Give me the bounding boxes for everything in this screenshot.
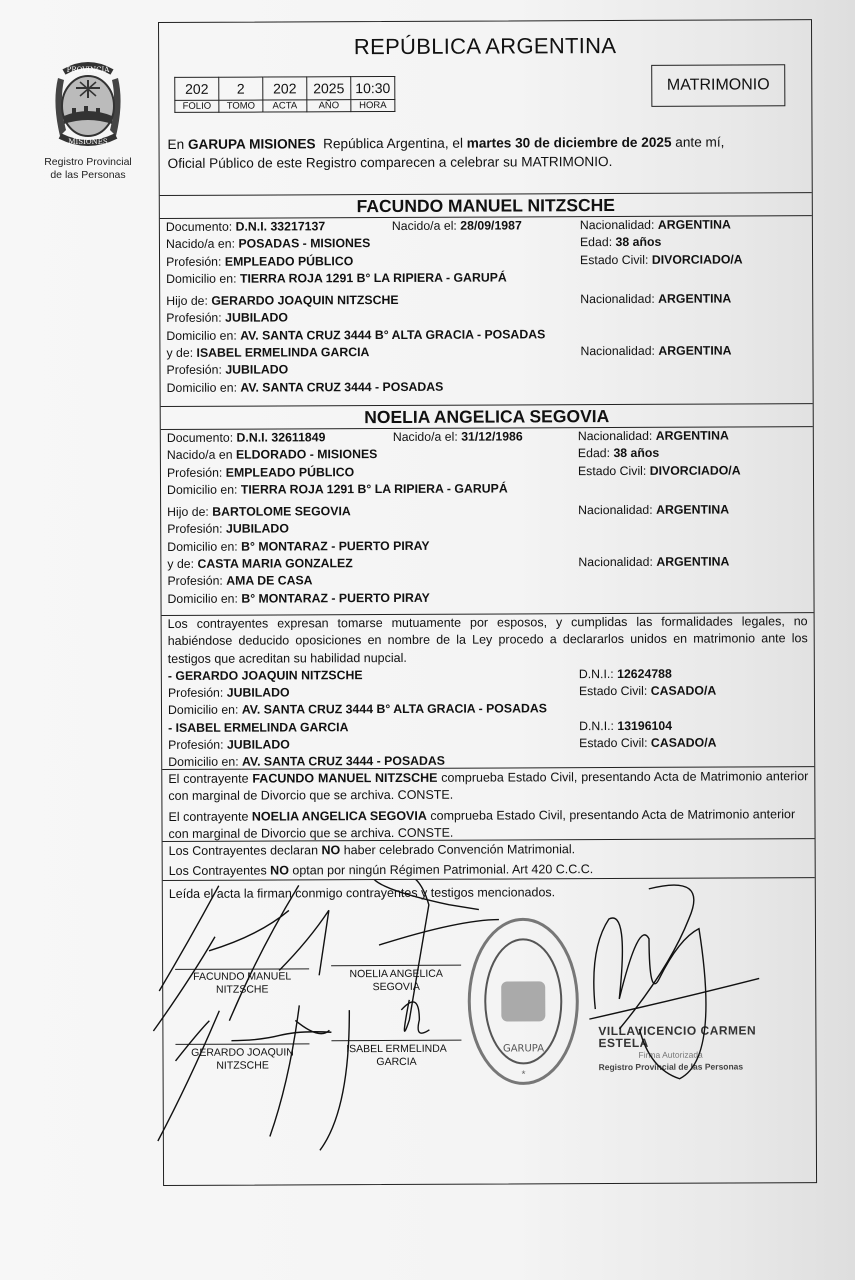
- spouse2-dni: D.N.I. 32611849: [236, 430, 326, 445]
- label: Estado Civil:: [579, 735, 651, 751]
- label: Nacionalidad:: [578, 503, 657, 518]
- marriage-certificate: [158, 19, 817, 1186]
- spouse2-birthdate: 31/12/1986: [461, 429, 523, 444]
- label: Edad:: [579, 235, 616, 250]
- spouse1-father-name: GERARDO JOAQUIN NITZSCHE: [211, 293, 399, 308]
- witness2-name: - ISABEL ERMELINDA GARCIA: [168, 719, 349, 735]
- intro-p3: ante mí,: [671, 134, 725, 150]
- handwritten-signatures-icon: [119, 878, 820, 1161]
- spouse1-birthdate: 28/09/1987: [460, 218, 522, 233]
- spouse1-mother-address: AV. SANTA CRUZ 3444 - POSADAS: [240, 379, 444, 395]
- spouse1-name: FACUNDO MANUEL NITZSCHE: [160, 193, 812, 219]
- spouse1-name-ref: FACUNDO MANUEL NITZSCHE: [252, 770, 438, 786]
- witness2-dni: 13196104: [617, 718, 673, 733]
- spouse2-father-profession: JUBILADO: [225, 521, 289, 537]
- spouse1-nationality: ARGENTINA: [657, 217, 731, 232]
- label: D.N.I.:: [579, 718, 618, 733]
- label: Domicilio en:: [168, 755, 243, 770]
- intro-p2: República Argentina, el: [315, 135, 467, 152]
- spouse2-section: [161, 403, 814, 608]
- svg-text:MISIONES: MISIONES: [68, 138, 108, 146]
- label: Profesión:: [167, 685, 227, 701]
- witness1-profession: JUBILADO: [226, 685, 290, 700]
- official-org: Registro Provincial de las Personas: [598, 1061, 744, 1073]
- intro-place: GARUPA MISIONES: [187, 136, 316, 152]
- intro-p1: En: [167, 136, 188, 152]
- label: Domicilio en:: [166, 328, 241, 343]
- label: Domicilio en:: [167, 591, 242, 606]
- anio-label: AÑO: [307, 100, 351, 112]
- spouse1-father-nationality: ARGENTINA: [658, 291, 732, 307]
- label: Domicilio en:: [167, 539, 242, 554]
- civil-status-section: [162, 766, 814, 843]
- signature-section: [163, 877, 816, 1185]
- label: Profesión:: [168, 737, 227, 753]
- spouse2-mother-address: B° MONTARAZ - PUERTO PIRAY: [241, 590, 430, 606]
- witness2-profession: JUBILADO: [226, 737, 290, 752]
- text: El contrayente: [168, 771, 253, 786]
- spouse2-age: 38 años: [613, 446, 660, 461]
- anio-value: 2025: [307, 77, 351, 100]
- witness2-civil-status: CASADO/A: [650, 735, 717, 750]
- label: Hijo de:: [166, 293, 212, 309]
- civil-status-proof-2: [162, 803, 814, 843]
- text: optan por ningún Régimen Patrimonial. Art 420 C.C.C.: [288, 862, 594, 878]
- label: Profesión:: [166, 254, 225, 269]
- label: Profesión:: [167, 574, 227, 589]
- label: Edad:: [577, 446, 614, 461]
- spouse2-father-address: B° MONTARAZ - PUERTO PIRAY: [241, 538, 430, 554]
- label: Estado Civil:: [578, 684, 651, 699]
- label: Hijo de:: [167, 504, 213, 520]
- registry-table: [174, 76, 395, 113]
- hora-label: HORA: [351, 99, 395, 111]
- text: FACUNDO MANUEL: [193, 970, 292, 983]
- spouse1-address: TIERRA ROJA 1291 B° LA RIPIERA - GARUPÁ: [239, 270, 507, 286]
- text: GARCIA: [376, 1055, 417, 1069]
- text: ISABEL ERMELINDA: [346, 1042, 447, 1056]
- spouse2-father-name: BARTOLOME SEGOVIA: [212, 504, 351, 519]
- document-title: REPÚBLICA ARGENTINA: [353, 33, 617, 60]
- official-name: VILLAVICENCIO CARMEN ESTELA: [598, 1023, 757, 1051]
- label: Documento:: [165, 219, 236, 234]
- patrimonial-section: [163, 838, 815, 880]
- text: SEGOVIA: [372, 980, 420, 994]
- spouse1-birthplace: POSADAS - MISIONES: [238, 236, 371, 251]
- spouse2-mother-profession: AMA DE CASA: [226, 573, 313, 589]
- text: comprueba Estado Civil, presentando Acta de Matrimonio anterior con marginal de Divorcio que se archiva. CONSTE.: [168, 806, 796, 841]
- spouse2-father-nationality: ARGENTINA: [656, 502, 730, 518]
- label: Domicilio en:: [167, 703, 242, 718]
- spouse1-father-profession: JUBILADO: [225, 310, 288, 326]
- logo-label-line1: Registro Provincial: [44, 156, 132, 168]
- registry-logo: [36, 58, 140, 182]
- spouse2-nationality: ARGENTINA: [655, 428, 729, 443]
- spouse2-mother-name: CASTA MARIA GONZALEZ: [197, 556, 353, 571]
- label: Nacido/a en: [166, 447, 236, 463]
- label: Documento:: [166, 430, 237, 445]
- label: Profesión:: [166, 363, 226, 378]
- spouse1-mother-profession: JUBILADO: [225, 362, 289, 378]
- svg-text:*: *: [521, 1069, 526, 1081]
- closing-text: Leída el acta la firman conmigo contrayentes y testigos mencionados.: [168, 885, 556, 901]
- witness1-name: - GERARDO JOAQUIN NITZSCHE: [167, 668, 363, 683]
- label: Nacionalidad:: [578, 554, 657, 570]
- spouse1-age: 38 años: [615, 235, 662, 250]
- label: Nacido/a en:: [165, 236, 239, 252]
- text: NITZSCHE: [216, 1059, 269, 1072]
- label: Nacido/a el:: [392, 429, 462, 444]
- label: Profesión:: [166, 311, 226, 326]
- coat-of-arms-icon: [44, 58, 132, 150]
- label: Nacionalidad:: [579, 217, 658, 233]
- label: Estado Civil:: [577, 463, 650, 478]
- label: Nacido/a el:: [391, 218, 461, 233]
- label: y de:: [166, 345, 197, 361]
- label: Nacionalidad:: [580, 292, 659, 307]
- svg-text:PROVINCIA: PROVINCIA: [66, 66, 110, 74]
- label: Profesión:: [166, 465, 226, 480]
- label: Estado Civil:: [580, 252, 652, 267]
- intro-line2: Oficial Público de este Registro comparecen a celebrar su MATRIMONIO.: [167, 154, 613, 171]
- text: haber celebrado Convención Matrimonial.: [340, 842, 576, 858]
- text: Los Contrayentes declaran: [168, 843, 322, 858]
- tomo-label: TOMO: [219, 100, 263, 112]
- text: NOELIA ANGELICA: [349, 967, 443, 981]
- spouse1-dni: D.N.I. 33217137: [235, 219, 326, 234]
- seal-center-text: GARUPA: [502, 1043, 545, 1055]
- label: D.N.I.:: [578, 666, 618, 682]
- acta-label: ACTA: [263, 100, 307, 112]
- no-emphasis: NO: [321, 843, 341, 858]
- act-type-box: MATRIMONIO: [651, 64, 785, 107]
- text: El contrayente: [168, 809, 252, 824]
- label: Domicilio en:: [166, 380, 241, 395]
- spouse2-civil-status: DIVORCIADO/A: [649, 463, 741, 478]
- folio-label: FOLIO: [175, 100, 219, 112]
- declaration-text: Los contrayentes expresan tomarse mutuamente por esposos, y cumplidas las formalidades legales, no habiéndose deducido oposiciones en nombre de la Ley procedo a declararlos unidos en matrimonio ante los testigos que acreditan su habilidad nupcial.: [167, 614, 808, 666]
- witness1-address: AV. SANTA CRUZ 3444 B° ALTA GRACIA - POSADAS: [241, 701, 547, 718]
- label: Domicilio en:: [166, 271, 240, 286]
- text: GERARDO JOAQUIN: [191, 1046, 294, 1059]
- hora-value: 10:30: [351, 76, 395, 99]
- spouse2-mother-nationality: ARGENTINA: [656, 554, 730, 569]
- label: Nacionalidad:: [580, 343, 659, 359]
- intro-text: [167, 132, 807, 173]
- label: y de:: [167, 556, 198, 572]
- text: comprueba Estado Civil, presentando Acta de Matrimonio anterior con marginal de Divorcio que se archiva. CONSTE.: [168, 769, 809, 804]
- civil-status-proof-1: [162, 767, 814, 805]
- label: Profesión:: [167, 522, 227, 537]
- intro-date: martes 30 de diciembre de 2025: [466, 134, 672, 151]
- label: Nacionalidad:: [577, 428, 656, 444]
- official-role: Firma Autorizada: [638, 1049, 703, 1060]
- spouse2-name-ref: NOELIA ANGELICA SEGOVIA: [251, 808, 427, 824]
- acta-value: 202: [263, 77, 307, 100]
- folio-value: 202: [175, 77, 219, 100]
- label: Domicilio en:: [167, 482, 241, 497]
- spouse1-mother-name: ISABEL ERMELINDA GARCIA: [196, 345, 370, 360]
- declaration-section: [162, 612, 815, 772]
- witness1-dni: 12624788: [617, 666, 672, 681]
- spouse2-birthplace: ELDORADO - MISIONES: [235, 447, 378, 462]
- text: NITZSCHE: [215, 983, 269, 996]
- tomo-value: 2: [219, 77, 263, 100]
- no-emphasis: NO: [270, 863, 289, 878]
- spouse2-address: TIERRA ROJA 1291 B° LA RIPIERA - GARUPÁ: [240, 481, 508, 497]
- spouse1-profession: EMPLEADO PÚBLICO: [224, 253, 354, 269]
- logo-label-line2: de las Personas: [50, 169, 126, 181]
- spouse1-father-address: AV. SANTA CRUZ 3444 B° ALTA GRACIA - POSADAS: [240, 327, 546, 343]
- spouse1-mother-nationality: ARGENTINA: [658, 343, 732, 358]
- witness2-address: AV. SANTA CRUZ 3444 - POSADAS: [242, 754, 446, 770]
- witness1-civil-status: CASADO/A: [650, 683, 717, 699]
- spouse2-profession: EMPLEADO PÚBLICO: [225, 464, 355, 480]
- text: Los Contrayentes: [168, 863, 271, 879]
- spouse2-name: NOELIA ANGELICA SEGOVIA: [161, 404, 813, 430]
- spouse1-civil-status: DIVORCIADO/A: [651, 252, 743, 267]
- spouse1-section: [160, 192, 813, 397]
